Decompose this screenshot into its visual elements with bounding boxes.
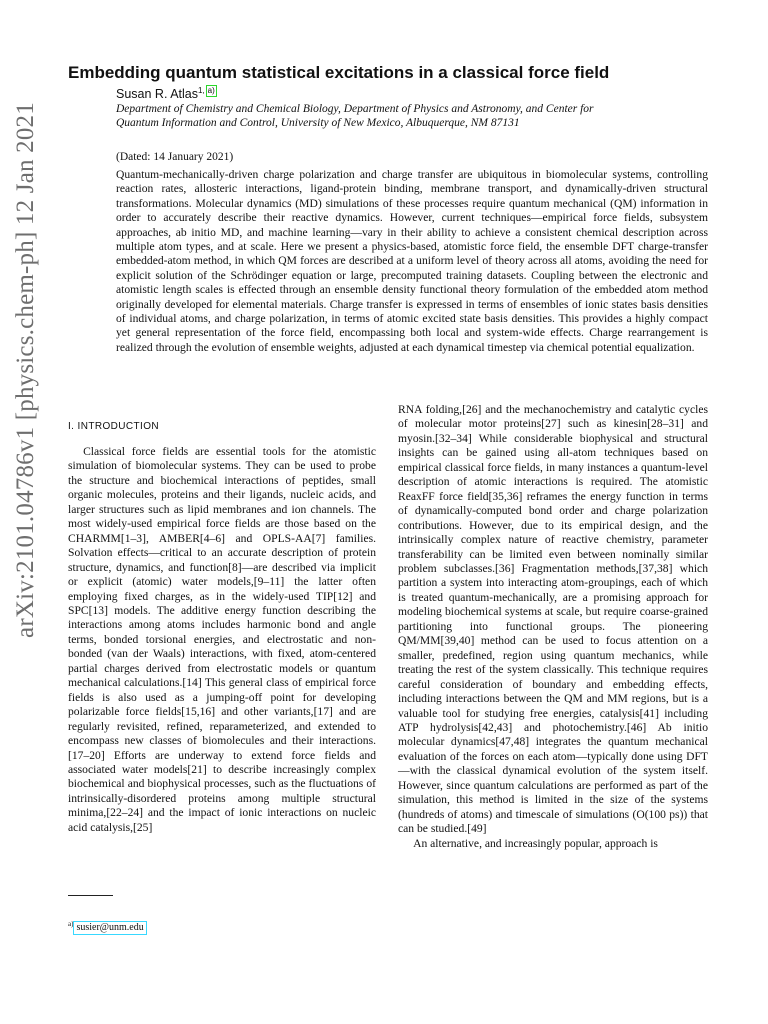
author-name: Susan R. Atlas xyxy=(116,87,198,102)
left-column xyxy=(68,445,376,835)
intro-paragraph-2: An alternative, and increasingly popular, approach is xyxy=(413,836,658,850)
abstract: Quantum-mechanically-driven charge polarization and charge transfer are ubiquitous in biomolecular systems, controlling reaction rates, allosteric interactions, ligand-protein binding, membrane transport, and dynamically-driven structural transformations. Molecular dynamics (MD) simulations of these processes require quantum mechanical (QM) information in order to accurately describe their reactive dynamics. However, current techniques—empirical force fields, subsystem approaches, ab initio MD, and machine learning—vary in their ability to achieve a consistent chemical description across multiple atom types, and at scale. Here we present a physics-based, atomistic force field, the ensemble DFT charge-transfer embedded-atom method, in which QM forces are described at a uniform level of theory across all atoms, avoiding the need for explicit solution of the Schrödinger equation or large, precomputed training datasets. Coupling between the electronic and atomistic length scales is effected through an ensemble density functional theory formulation of the embedded atom method originally developed for elemental materials. Charge transfer is expressed in terms of ensembles of ionic states basis densities of individual atoms, and charge polarization, in terms of atomic excited state basis densities. This provides a highly compact yet general representation of the force field, encompassing both local and system-wide effects. Charge rearrangement is realized through the evolution of ensemble weights, adjusted at each dynamical timestep via chemical potential equalization. xyxy=(116,168,708,354)
right-column xyxy=(398,403,708,851)
section-heading: I. INTRODUCTION xyxy=(68,421,159,432)
author-line xyxy=(116,85,217,101)
footnote-rule xyxy=(68,895,113,896)
paper-title: Embedding quantum statistical excitations in a classical force field xyxy=(68,63,610,82)
footnote xyxy=(68,920,147,935)
email-link[interactable]: susier@unm.edu xyxy=(73,921,146,935)
date-line: (Dated: 14 January 2021) xyxy=(116,151,234,163)
arxiv-stamp: arXiv:2101.04786v1 [physics.chem-ph] 12 Jan 2021 xyxy=(12,102,39,638)
author-note-link[interactable]: a) xyxy=(207,86,215,95)
intro-paragraph-1: Classical force fields are essential tools for the atomistic simulation of biomolecular systems. They can be used to probe the structure and biochemical interactions of peptides, small organic molecules, proteins and their ligands, nucleic acids, and larger structures such as lipid membranes and ion channels. The most widely-used empirical force fields are those based on the CHARMM[1–3], AMBER[4–6] and OPLS-AA[7] families. Solvation effects—critical to an accurate description of protein structure, dynamics, and function[8]—are described via implicit or explicit (atomic) water models,[9–11] the latter often employing fixed charges, as in the widely-used TIP[12] and SPC[13] models. The additive energy function describing the interactions among atoms includes harmonic bond and angle terms, bonded torsional energies, and electrostatic and non-bonded (van der Waals) interactions, with fixed, atom-centered partial charges derived from electrostatic models or quantum mechanical calculations.[14] This general class of empirical force fields is also used as a jumping-off point for developing polarizable force fields[15,16] and other variants,[17] and are regularly revisited, refined, reparameterized, and extended to encompass new classes of biomolecules and their interactions.[17–20] Efforts are underway to extend force fields and associated water models[21] to describe increasingly complex biochemical and biophysical processes, such as the fluctuations of intrinsically-disordered proteins among multiple structural minima,[22–24] and the impact of ionic interactions on nucleic acid catalysis,[25] xyxy=(68,445,376,834)
footnote-mark: a) xyxy=(68,920,74,928)
author-affil-sup: 1, xyxy=(198,86,205,95)
intro-paragraph-1-cont: RNA folding,[26] and the mechanochemistry and catalytic cycles of molecular motor proteins[27] such as kinesin[28–31] and myosin.[32–34] While considerable biophysical and structural insights can be gained using all-atom techniques based on empirical classical force fields, in many instances a quantum-level description of atomic interactions is required. The atomistic ReaxFF force field[35,36] reframes the energy function in terms of dynamically-computed bond order and charge polarization contributions. However, due to its empirical design, and the intrinsically complex nature of reactive chemistry, parameter transferability can be limited even between nominally similar problem subclasses.[36] Fragmentation methods,[37,38] which partition a system into interacting atom-groupings, each of which is treated quantum-mechanically, are a promising approach for modeling biochemical systems at scale, but require coarse-grained partitioning into functional groups. The pioneering QM/MM[39,40] method can be used to focus attention on a smaller, predefined, region using quantum mechanics, while treating the rest of the system classically. This technique requires careful consideration of boundary and embedding effects, including interactions between the QM and MM regions, but is a valuable tool for studying free energies, catalysis[41] including ATP hydrolysis[42,43] and photochemistry.[46] Ab initio molecular dynamics[47,48] integrates the quantum mechanical evaluation of the forces on each atom—typically done using DFT—with the classical dynamical evolution of the system itself. However, since quantum calculations are performed as part of the simulation, this method is limited in the size of the systems (hundreds of atoms) and timescale of simulations (O(100 ps)) that can be studied.[49] xyxy=(398,403,708,836)
affiliation: Department of Chemistry and Chemical Biology, Department of Physics and Astronomy, and Center for Quantum Information and Control, University of New Mexico, Albuquerque, NM 87131 xyxy=(116,103,594,129)
